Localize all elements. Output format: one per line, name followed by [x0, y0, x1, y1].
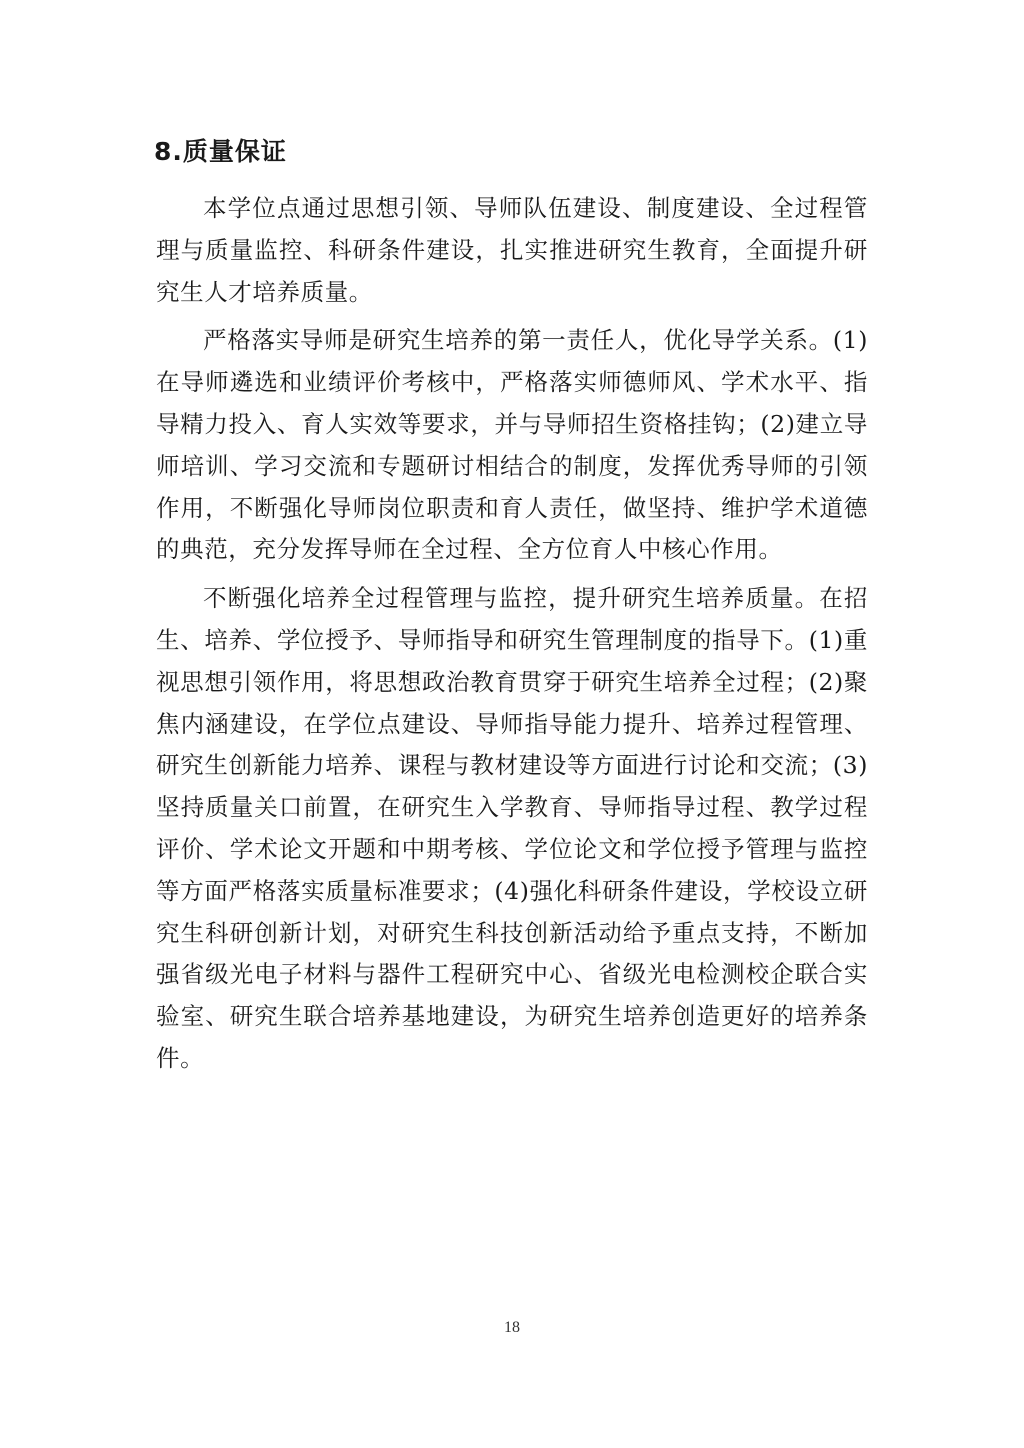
page-number: 18 — [504, 1319, 520, 1336]
paragraph-intro: 本学位点通过思想引领、导师队伍建设、制度建设、全过程管理与质量监控、科研条件建设，扎实推进研究生教育，全面提升研究生人才培养质量。 — [156, 194, 868, 306]
page-content — [156, 130, 868, 1087]
paragraph-process-management: 不断强化培养全过程管理与监控，提升研究生培养质量。在招生、培养、学位授予、导师指导和研究生管理制度的指导下。(1)重视思想引领作用，将思想政治教育贯穿于研究生培养全过程；(2)聚焦内涵建设，在学位点建设、导师指导能力提升、培养过程管理、研究生创新能力培养、课程与教材建设等方面进行讨论和交流；(3)坚持质量关口前置，在研究生入学教育、导师指导过程、教学过程评价、学术论文开题和中期考核、学位论文和学位授予管理与监控等方面严格落实质量标准要求；(4)强化科研条件建设，学校设立研究生科研创新计划，对研究生科技创新活动给予重点支持，不断加强省级光电子材料与器件工程研究中心、省级光电检测校企联合实验室、研究生联合培养基地建设，为研究生培养创造更好的培养条件。 — [156, 584, 868, 1072]
paragraph-supervisor-responsibility: 严格落实导师是研究生培养的第一责任人，优化导学关系。(1)在导师遴选和业绩评价考核中，严格落实师德师风、学术水平、指导精力投入、育人实效等要求，并与导师招生资格挂钩；(2)建立导师培训、学习交流和专题研讨相结合的制度，发挥优秀导师的引领作用，不断强化导师岗位职责和育人责任，做坚持、维护学术道德的典范，充分发挥导师在全过程、全方位育人中核心作用。 — [156, 326, 868, 564]
section-heading: 8.质量保证 — [154, 137, 287, 166]
